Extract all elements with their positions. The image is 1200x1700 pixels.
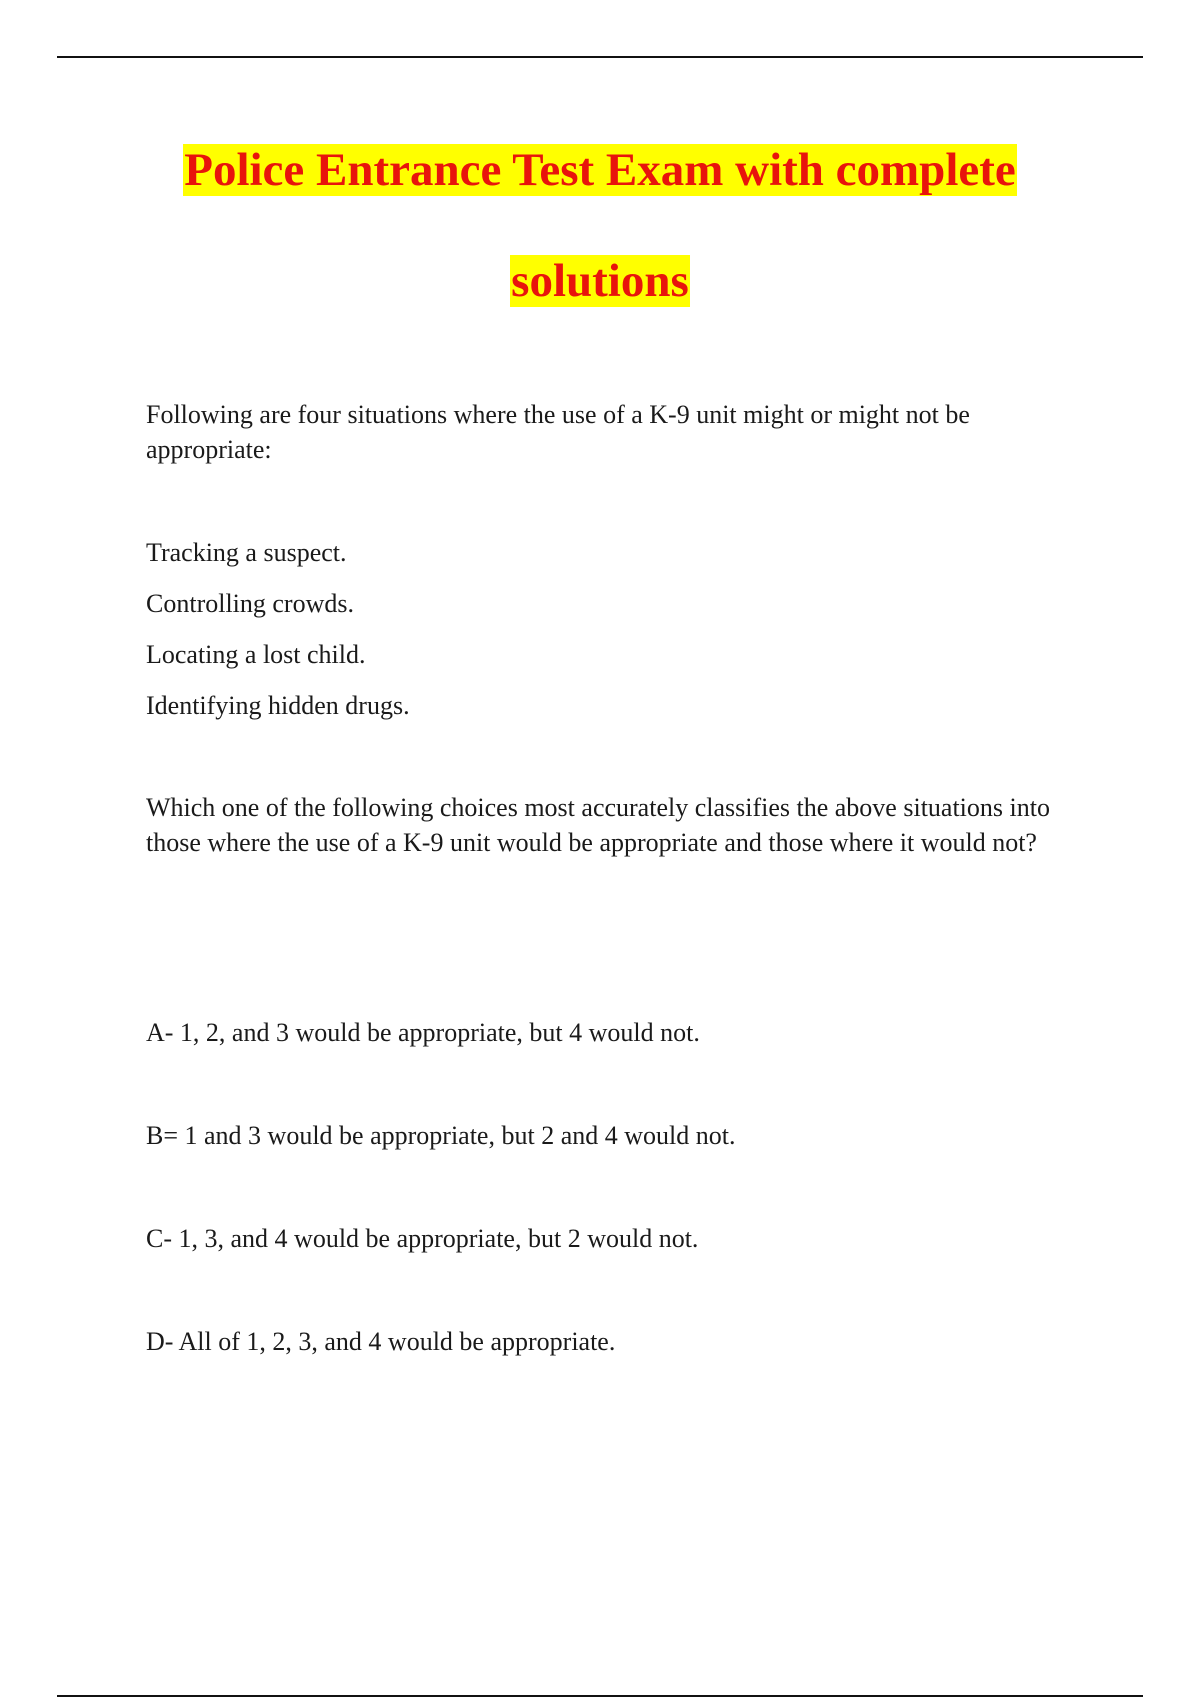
question-text: Which one of the following choices most accurately classifies the above situations into those where the use of a K-9 unit would be appropriate and those where it would not? xyxy=(146,793,1050,857)
option-b: B= 1 and 3 would be appropriate, but 2 and 4 would not. xyxy=(146,1121,736,1150)
intro-paragraph xyxy=(146,397,1086,467)
title-line-2 xyxy=(0,251,1200,311)
title-line-2-text: solutions xyxy=(511,255,689,307)
situation-item-2: Controlling crowds. xyxy=(146,589,354,618)
document-title xyxy=(0,140,1200,311)
title-line-1-text: Police Entrance Test Exam with complete xyxy=(184,144,1016,196)
question-paragraph xyxy=(146,790,1086,860)
option-a: A- 1, 2, and 3 would be appropriate, but 4 would not. xyxy=(146,1018,700,1047)
top-rule xyxy=(57,56,1143,58)
situations-list xyxy=(146,535,1086,739)
title-line-1 xyxy=(0,140,1200,200)
answer-options xyxy=(146,1015,1086,1427)
intro-text: Following are four situations where the use of a K-9 unit might or might not be appropriate: xyxy=(146,400,970,464)
option-d: D- All of 1, 2, 3, and 4 would be appropriate. xyxy=(146,1327,616,1356)
bottom-rule xyxy=(57,1695,1143,1697)
situation-item-4: Identifying hidden drugs. xyxy=(146,691,410,720)
option-c: C- 1, 3, and 4 would be appropriate, but 2 would not. xyxy=(146,1224,699,1253)
situation-item-3: Locating a lost child. xyxy=(146,640,366,669)
situation-item-1: Tracking a suspect. xyxy=(146,538,347,567)
